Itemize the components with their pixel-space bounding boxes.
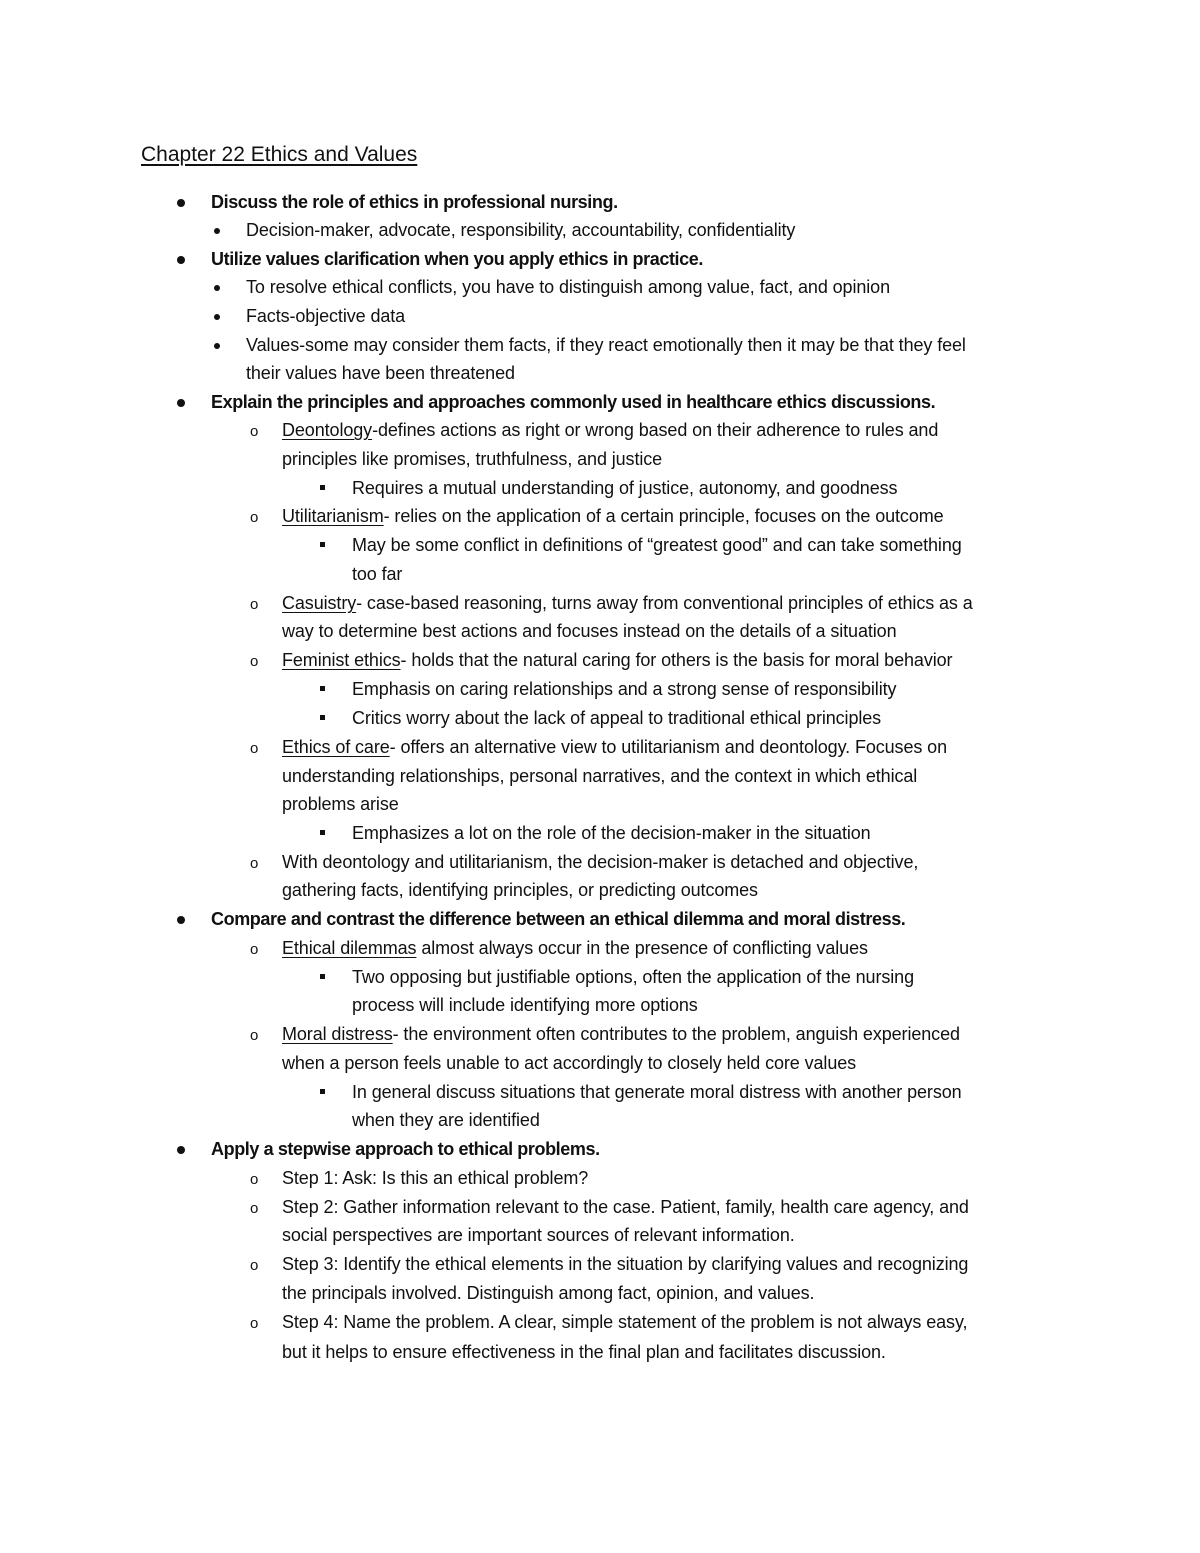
circle-bullet-icon: o [250, 1315, 259, 1332]
square-bullet-icon [320, 542, 325, 547]
page-title: Chapter 22 Ethics and Values [141, 143, 418, 166]
square-bullet-icon [320, 830, 325, 835]
list-item: Emphasizes a lot on the role of the decision-maker in the situation [352, 823, 871, 843]
list-item-continuation: social perspectives are important sources of relevant information. [282, 1225, 795, 1245]
list-item: Step 2: Gather information relevant to the case. Patient, family, health care agency, and [282, 1197, 969, 1217]
objective-heading: Explain the principles and approaches commonly used in healthcare ethics discussions. [211, 392, 936, 412]
list-item: Facts-objective data [246, 306, 406, 326]
list-item-continuation: when a person feels unable to act accordingly to closely held core values [282, 1053, 857, 1073]
square-bullet-icon [320, 485, 325, 490]
list-item: Emphasis on caring relationships and a strong sense of responsibility [352, 679, 897, 699]
bullet-icon [214, 228, 220, 234]
list-item-continuation: understanding relationships, personal narratives, and the context in which ethical [282, 766, 918, 786]
bullet-icon [177, 1146, 185, 1154]
term: Ethics of care [282, 737, 390, 757]
list-item: In general discuss situations that generate moral distress with another person [352, 1082, 962, 1102]
list-item: Ethics of care- offers an alternative view to utilitarianism and deontology. Focuses on [282, 737, 947, 757]
circle-bullet-icon: o [250, 941, 259, 958]
objective-heading: Discuss the role of ethics in professional nursing. [211, 192, 618, 212]
circle-bullet-icon: o [250, 855, 259, 872]
bullet-icon [214, 343, 220, 349]
list-item-continuation: gathering facts, identifying principles, or predicting outcomes [282, 880, 758, 900]
list-item-continuation: their values have been threatened [246, 363, 515, 383]
list-item: Step 4: Name the problem. A clear, simple statement of the problem is not always easy, [282, 1312, 968, 1332]
list-item: May be some conflict in definitions of “greatest good” and can take something [352, 535, 962, 555]
square-bullet-icon [320, 1089, 325, 1094]
list-item: Decision-maker, advocate, responsibility, accountability, confidentiality [246, 220, 796, 240]
list-item-continuation: the principals involved. Distinguish among fact, opinion, and values. [282, 1283, 815, 1303]
list-item: Deontology-defines actions as right or wrong based on their adherence to rules and [282, 420, 939, 440]
circle-bullet-icon: o [250, 423, 259, 440]
list-item-continuation: principles like promises, truthfulness, and justice [282, 449, 663, 469]
objective-heading: Utilize values clarification when you apply ethics in practice. [211, 249, 703, 269]
list-item: Feminist ethics- holds that the natural caring for others is the basis for moral behavior [282, 650, 953, 670]
circle-bullet-icon: o [250, 1027, 259, 1044]
list-item: Ethical dilemmas almost always occur in the presence of conflicting values [282, 938, 868, 958]
list-item-continuation: but it helps to ensure effectiveness in the final plan and facilitates discussion. [282, 1342, 886, 1362]
list-item: Two opposing but justifiable options, often the application of the nursing [352, 967, 914, 987]
list-item: With deontology and utilitarianism, the decision-maker is detached and objective, [282, 852, 919, 872]
list-item-continuation: too far [352, 564, 403, 584]
bullet-icon [214, 285, 220, 291]
bullet-icon [177, 916, 185, 924]
list-item-continuation: when they are identified [352, 1110, 540, 1130]
circle-bullet-icon: o [250, 1171, 259, 1188]
bullet-icon [177, 399, 185, 407]
circle-bullet-icon: o [250, 596, 259, 613]
term: Utilitarianism [282, 506, 384, 526]
list-item: Values-some may consider them facts, if they react emotionally then it may be that they feel [246, 335, 966, 355]
term: Feminist ethics [282, 650, 401, 670]
list-item: Step 3: Identify the ethical elements in the situation by clarifying values and recognizing [282, 1254, 969, 1274]
circle-bullet-icon: o [250, 1200, 259, 1217]
objective-heading: Apply a stepwise approach to ethical problems. [211, 1139, 600, 1159]
term: Deontology [282, 420, 373, 440]
list-item: Requires a mutual understanding of justice, autonomy, and goodness [352, 478, 898, 498]
square-bullet-icon [320, 686, 325, 691]
term: Moral distress [282, 1024, 393, 1044]
circle-bullet-icon: o [250, 509, 259, 526]
circle-bullet-icon: o [250, 653, 259, 670]
circle-bullet-icon: o [250, 740, 259, 757]
list-item: Moral distress- the environment often contributes to the problem, anguish experienced [282, 1024, 960, 1044]
list-item: To resolve ethical conflicts, you have to distinguish among value, fact, and opinion [246, 277, 890, 297]
objective-heading: Compare and contrast the difference between an ethical dilemma and moral distress. [211, 909, 906, 929]
list-item: Casuistry- case-based reasoning, turns away from conventional principles of ethics as a [282, 593, 973, 613]
bullet-icon [177, 256, 185, 264]
list-item-continuation: problems arise [282, 794, 399, 814]
list-item: Critics worry about the lack of appeal to traditional ethical principles [352, 708, 882, 728]
term: Ethical dilemmas [282, 938, 417, 958]
list-item: Utilitarianism- relies on the application of a certain principle, focuses on the outcome [282, 506, 944, 526]
term: Casuistry [282, 593, 357, 613]
list-item-continuation: process will include identifying more options [352, 995, 698, 1015]
bullet-icon [214, 314, 220, 320]
square-bullet-icon [320, 974, 325, 979]
bullet-icon [177, 199, 185, 207]
list-item-continuation: way to determine best actions and focuses instead on the details of a situation [282, 621, 897, 641]
square-bullet-icon [320, 715, 325, 720]
circle-bullet-icon: o [250, 1257, 259, 1274]
list-item: Step 1: Ask: Is this an ethical problem? [282, 1168, 589, 1188]
